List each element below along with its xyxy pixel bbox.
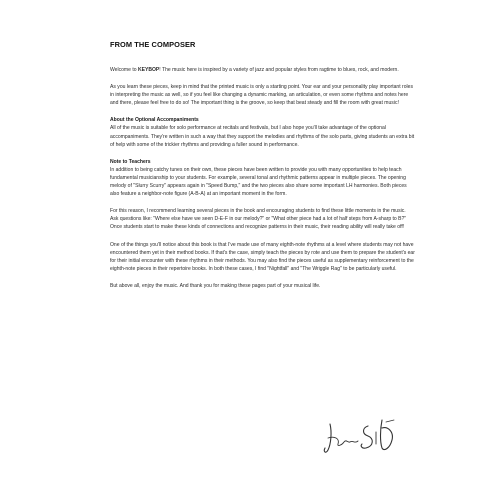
signature-icon [322,418,402,460]
teachers-heading: Note to Teachers [110,158,151,165]
brand-name: KEYBOP [137,67,160,73]
composer-letter [110,40,415,290]
page-title: FROM THE COMPOSER [110,40,196,49]
printed-music-paragraph: As you learn these pieces, keep in mind that the printed music is only a starting point. Your ear and your personality play important roles in interpreting the music as well, so if you feel like changing a dynamic marking, an articulation, or even some rhythms and notes here and there, please feel free to do so! The important thing is the groove, so keep that beat steady and fill the room with great music! [110,84,413,107]
teachers-paragraph: In addition to being catchy tunes on their own, these pieces have been written to provide you with many opportunities to help teach fundamental musicianship to your students. For example, several tonal and rhythmic patterns appear in multiple pieces. The opening melody of "Slurry Scurry" appears again in "Speed Bump," and the two pieces also share some important LH harmonies. Both pieces also feature a neighbor-note figure (A-B-A) at an important moment in the form. [110,166,407,198]
accompaniments-heading: About the Optional Accompaniments [110,117,199,124]
intro-prefix: Welcome to [110,67,138,73]
accompaniments-paragraph: All of the music is suitable for solo performance at recitals and festivals, but I also hope you'll take advantage of the optional accompaniments. They're written in such a way that they support the melodies and rhythms of the solo parts, giving students an extra bit of help with some of the trickier rhythms and providing a fuller sound in performance. [110,125,415,148]
intro-rest: ! The music here is inspired by a variety of jazz and popular styles from ragtime to blues, rock, and modern. [159,67,399,73]
intro-paragraph [110,66,415,74]
eighth-notes-paragraph: One of the things you'll notice about this book is that I've made use of many eighth-note rhythms at a level where students may not have encountered them yet in their method books. If that's the case, simply teach the pieces by rote and use them to prepare the student's ear for their initial encounter with these rhythms in their methods. You may also find the pieces useful as supplementary reinforcement to the eighth-note pieces in their repertoire books. In both these cases, I find "Nightfall" and "The Wriggle Rag" to be particularly useful. [110,241,415,272]
closing-paragraph: But above all, enjoy the music. And thank you for making these pages part of your musical life. [110,282,321,289]
reason-paragraph: For this reason, I recommend learning several pieces in the book and encouraging students to find these little moments in the music. Ask questions like: "Where else have we seen D-E-F in our melody?" or "What other piece had a lot of half steps from A-sharp to B?" Once students start to make these kinds of connections and recognize patterns in their music, their reading ability will really take off! [110,208,407,231]
composer-signature [322,418,402,460]
